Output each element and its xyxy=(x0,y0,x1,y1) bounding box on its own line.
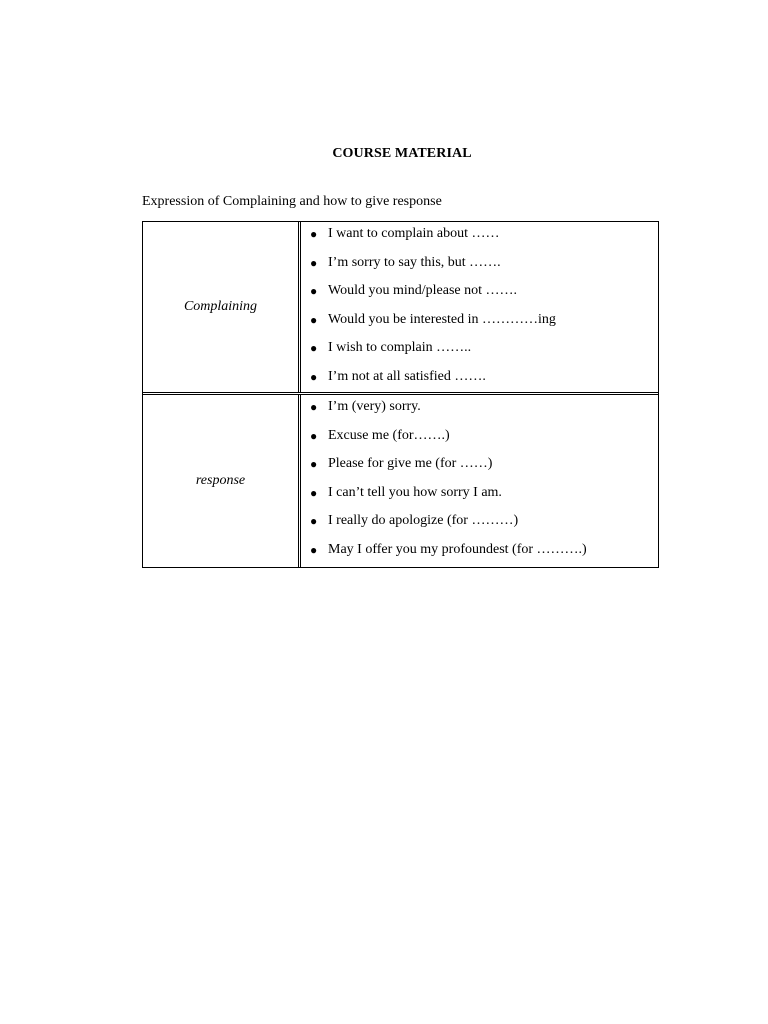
list-item: ● Would you be interested in …………ing xyxy=(301,310,658,339)
bullet-icon: ● xyxy=(310,227,318,241)
list-item: ● I’m not at all satisfied ……. xyxy=(301,367,658,396)
bullet-list-response xyxy=(301,397,658,568)
bullet-icon: ● xyxy=(310,312,318,327)
intro-text: Expression of Complaining and how to give response xyxy=(142,194,442,209)
expressions-table xyxy=(142,221,659,568)
bullet-icon: ● xyxy=(310,255,318,270)
list-item: ● May I offer you my profoundest (for ……….) xyxy=(301,540,658,569)
table-row-complaining xyxy=(143,222,658,392)
bullet-icon: ● xyxy=(310,428,318,443)
list-cell-response xyxy=(301,395,658,567)
bullet-icon: ● xyxy=(310,514,318,528)
bullet-icon: ● xyxy=(310,485,318,500)
list-item: ● I’m sorry to say this, but ……. xyxy=(301,253,658,282)
bullet-icon: ● xyxy=(310,341,318,355)
table-row-response xyxy=(143,392,658,567)
list-item: ● Please for give me (for ……) xyxy=(301,454,658,483)
list-item: ● Would you mind/please not ……. xyxy=(301,281,658,310)
bullet-icon: ● xyxy=(310,542,318,557)
list-item: ● I really do apologize (for ………) xyxy=(301,511,658,540)
bullet-icon: ● xyxy=(310,369,318,384)
bullet-list-complaining xyxy=(301,224,658,395)
bullet-icon: ● xyxy=(310,284,318,298)
bullet-icon: ● xyxy=(310,457,318,471)
row-label-complaining: Complaining xyxy=(143,222,301,392)
page-title: COURSE MATERIAL xyxy=(332,146,472,161)
row-label-response: response xyxy=(143,395,301,567)
bullet-icon: ● xyxy=(310,400,318,414)
list-cell-complaining xyxy=(301,222,658,392)
list-item: ● I wish to complain …….. xyxy=(301,338,658,367)
list-item: ● I’m (very) sorry. xyxy=(301,397,658,426)
list-item: ● I want to complain about …… xyxy=(301,224,658,253)
list-item: ● I can’t tell you how sorry I am. xyxy=(301,483,658,512)
list-item: ● Excuse me (for…….) xyxy=(301,426,658,455)
